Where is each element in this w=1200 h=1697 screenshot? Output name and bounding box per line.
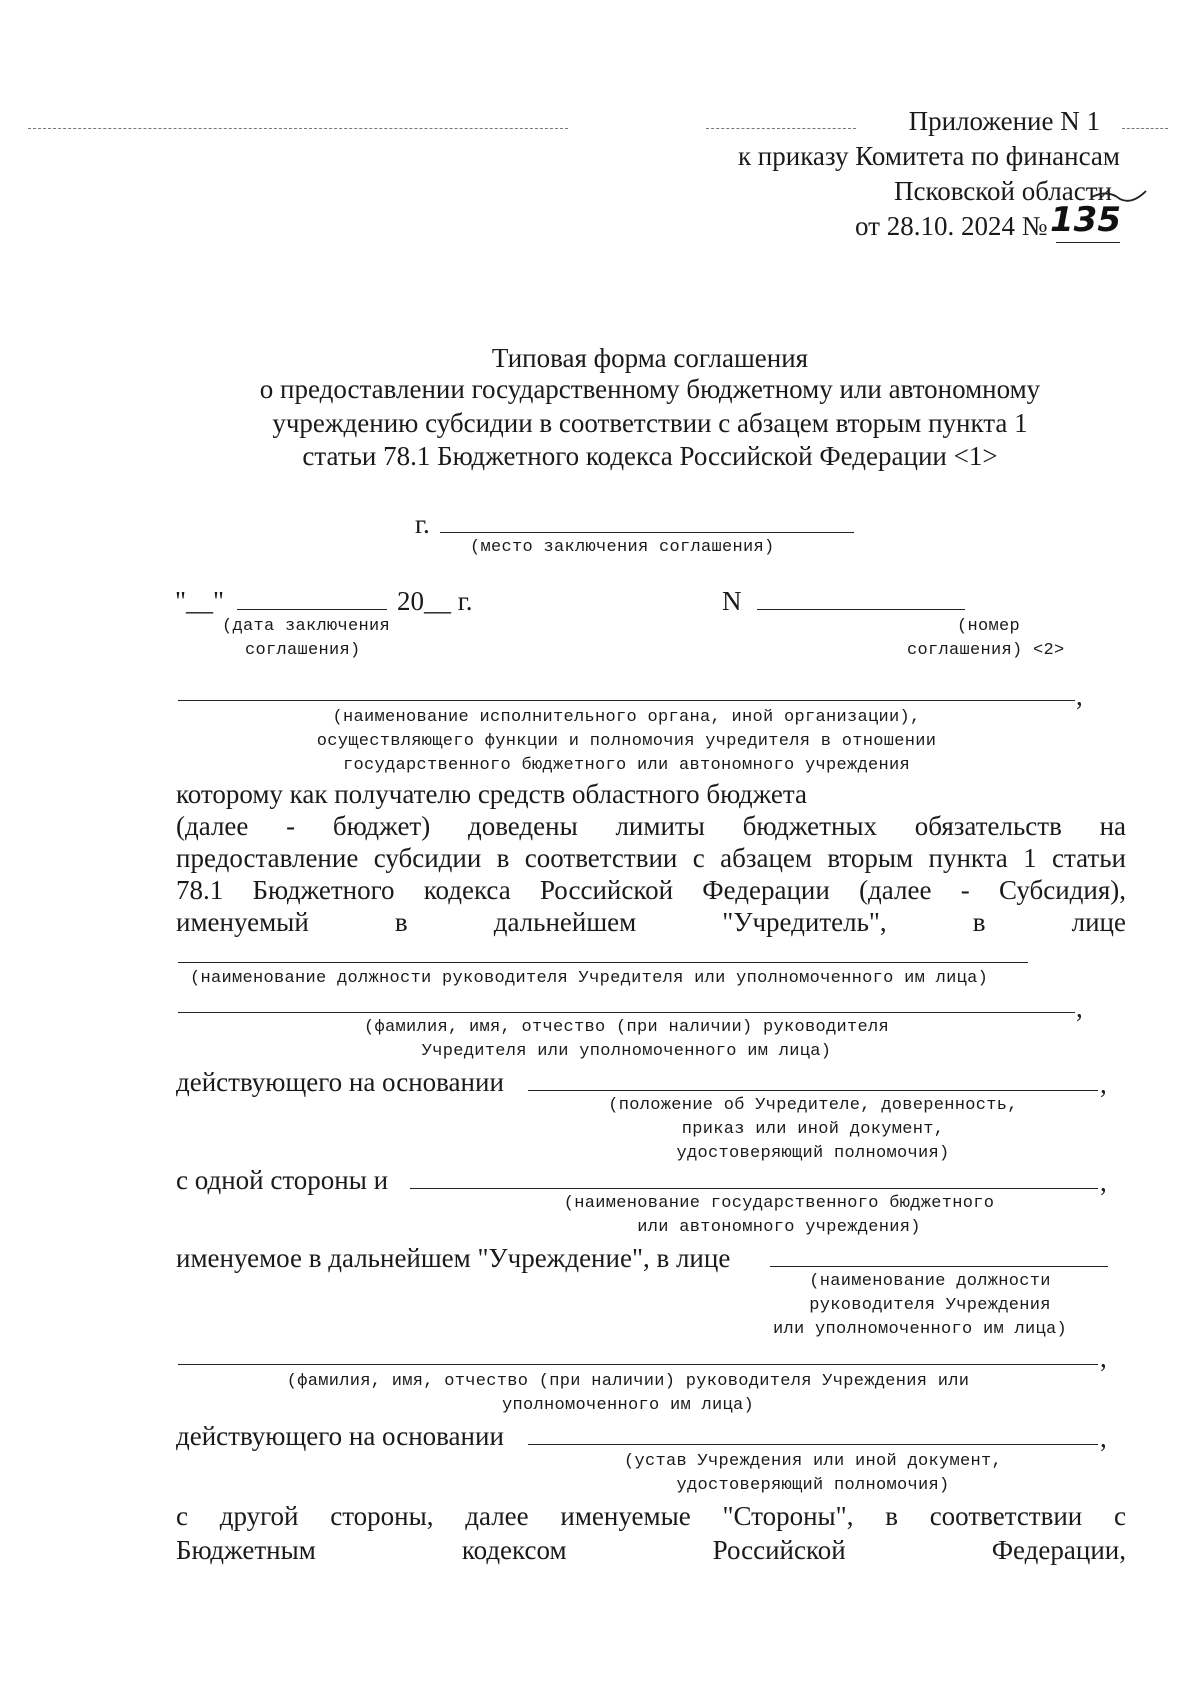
institution-name-field-line[interactable] bbox=[410, 1188, 1098, 1189]
number-label: N bbox=[722, 586, 742, 616]
organization-caption-2: осуществляющего функции и полномочия учредителя в отношении bbox=[316, 732, 937, 751]
comma: , bbox=[1100, 1423, 1107, 1453]
order-number-underline bbox=[1056, 242, 1120, 243]
comma: , bbox=[1100, 1343, 1107, 1373]
acting-basis-2-caption-2: удостоверяющий полномочия) bbox=[676, 1476, 950, 1495]
date-month-line[interactable] bbox=[237, 609, 387, 610]
scan-artifact-line bbox=[1122, 128, 1168, 129]
institution-head-fio-caption-2: уполномоченного им лица) bbox=[501, 1396, 755, 1415]
order-date: от 28.10. 2024 № bbox=[855, 211, 1048, 241]
number-caption-2: соглашения) <2> bbox=[907, 641, 1065, 660]
acting-basis-label: действующего на основании bbox=[176, 1067, 504, 1097]
acting-basis-field-line[interactable] bbox=[528, 1090, 1098, 1091]
named-institution-label: именуемое в дальнейшем "Учреждение", в лице bbox=[176, 1243, 731, 1273]
institution-caption-2: или автономного учреждения) bbox=[637, 1218, 921, 1237]
date-year-field[interactable]: 20__ г. bbox=[397, 586, 473, 616]
founder-head-position-caption: (наименование должности руководителя Учредителя или уполномоченного им лица) bbox=[190, 969, 989, 988]
acting-basis-caption-2: приказ или иной документ, bbox=[681, 1120, 945, 1139]
order-number-handwritten: 135 bbox=[1050, 200, 1121, 240]
institution-position-caption-3: или уполномоченного им лица) bbox=[772, 1320, 1068, 1339]
scan-artifact-line bbox=[706, 128, 856, 129]
institution-head-fio-line[interactable] bbox=[178, 1364, 1098, 1365]
document-title: Типовая форма соглашения bbox=[491, 343, 809, 373]
place-caption: (место заключения соглашения) bbox=[470, 538, 775, 557]
comma: , bbox=[1076, 993, 1083, 1023]
document-title-line-2: о предоставлении государственному бюджетному или автономному bbox=[259, 374, 1041, 404]
acting-basis-caption-3: удостоверяющий полномочия) bbox=[676, 1144, 950, 1163]
number-caption-1: (номер bbox=[957, 617, 1021, 636]
document-title-line-3: учреждению субсидии в соответствии с абзацем вторым пункта 1 bbox=[272, 408, 1028, 438]
appendix-label: Приложение N 1 bbox=[908, 106, 1100, 136]
institution-head-fio-caption-1: (фамилия, имя, отчество (при наличии) руководителя Учреждения или bbox=[286, 1372, 970, 1391]
order-reference: к приказу Комитета по финансам bbox=[737, 141, 1120, 171]
document-title-line-4: статьи 78.1 Бюджетного кодекса Российской Федерации <1> bbox=[302, 441, 998, 471]
scan-artifact-line bbox=[28, 128, 568, 129]
paragraph-line: которому как получателю средств областного бюджета bbox=[176, 779, 808, 809]
date-caption-2: соглашения) bbox=[245, 641, 361, 660]
acting-basis-2-caption-1: (устав Учреждения или иной документ, bbox=[623, 1452, 1003, 1471]
acting-basis-caption-1: (положение об Учредителе, доверенность, bbox=[608, 1096, 1018, 1115]
founder-head-position-line[interactable] bbox=[178, 962, 1028, 963]
paragraph-line: 78.1 Бюджетного кодекса Российской Федерации (далее - Субсидия), bbox=[176, 875, 1126, 905]
date-caption-1: (дата заключения bbox=[222, 617, 391, 636]
organization-caption-3: государственного бюджетного или автономного учреждения bbox=[342, 756, 911, 775]
comma: , bbox=[1100, 1069, 1107, 1099]
city-prefix: г. bbox=[415, 509, 430, 539]
institution-position-caption-2: руководителя Учреждения bbox=[809, 1296, 1051, 1315]
organization-field-line[interactable] bbox=[178, 700, 1075, 701]
acting-basis-2-field-line[interactable] bbox=[528, 1444, 1098, 1445]
founder-head-fio-line[interactable] bbox=[178, 1012, 1075, 1013]
institution-position-caption-1: (наименование должности bbox=[809, 1272, 1051, 1291]
one-side-label: с одной стороны и bbox=[176, 1165, 389, 1195]
organization-caption-1: (наименование исполнительного органа, иной организации), bbox=[332, 708, 921, 727]
institution-caption-1: (наименование государственного бюджетного bbox=[563, 1194, 995, 1213]
paragraph-line: именуемый в дальнейшем "Учредитель", в лице bbox=[176, 907, 1126, 937]
paragraph-line: предоставление субсидии в соответствии с абзацем вторым пункта 1 статьи bbox=[176, 843, 1126, 873]
acting-basis-2-label: действующего на основании bbox=[176, 1421, 504, 1451]
date-day-field[interactable]: "__" bbox=[175, 586, 225, 616]
region-name: Псковской области bbox=[893, 176, 1112, 206]
paragraph-line: (далее - бюджет) доведены лимиты бюджетных обязательств на bbox=[176, 811, 1126, 841]
comma: , bbox=[1100, 1167, 1107, 1197]
final-paragraph-line: с другой стороны, далее именуемые "Стороны", в соответствии с bbox=[176, 1501, 1126, 1531]
place-field-line[interactable] bbox=[440, 532, 854, 533]
institution-head-position-line[interactable] bbox=[770, 1266, 1108, 1267]
final-paragraph-line: Бюджетным кодексом Российской Федерации, bbox=[176, 1535, 1126, 1565]
comma: , bbox=[1076, 681, 1083, 711]
founder-head-fio-caption-2: Учредителя или уполномоченного им лица) bbox=[421, 1042, 832, 1061]
founder-head-fio-caption-1: (фамилия, имя, отчество (при наличии) руководителя bbox=[363, 1018, 890, 1037]
number-field-line[interactable] bbox=[757, 609, 965, 610]
